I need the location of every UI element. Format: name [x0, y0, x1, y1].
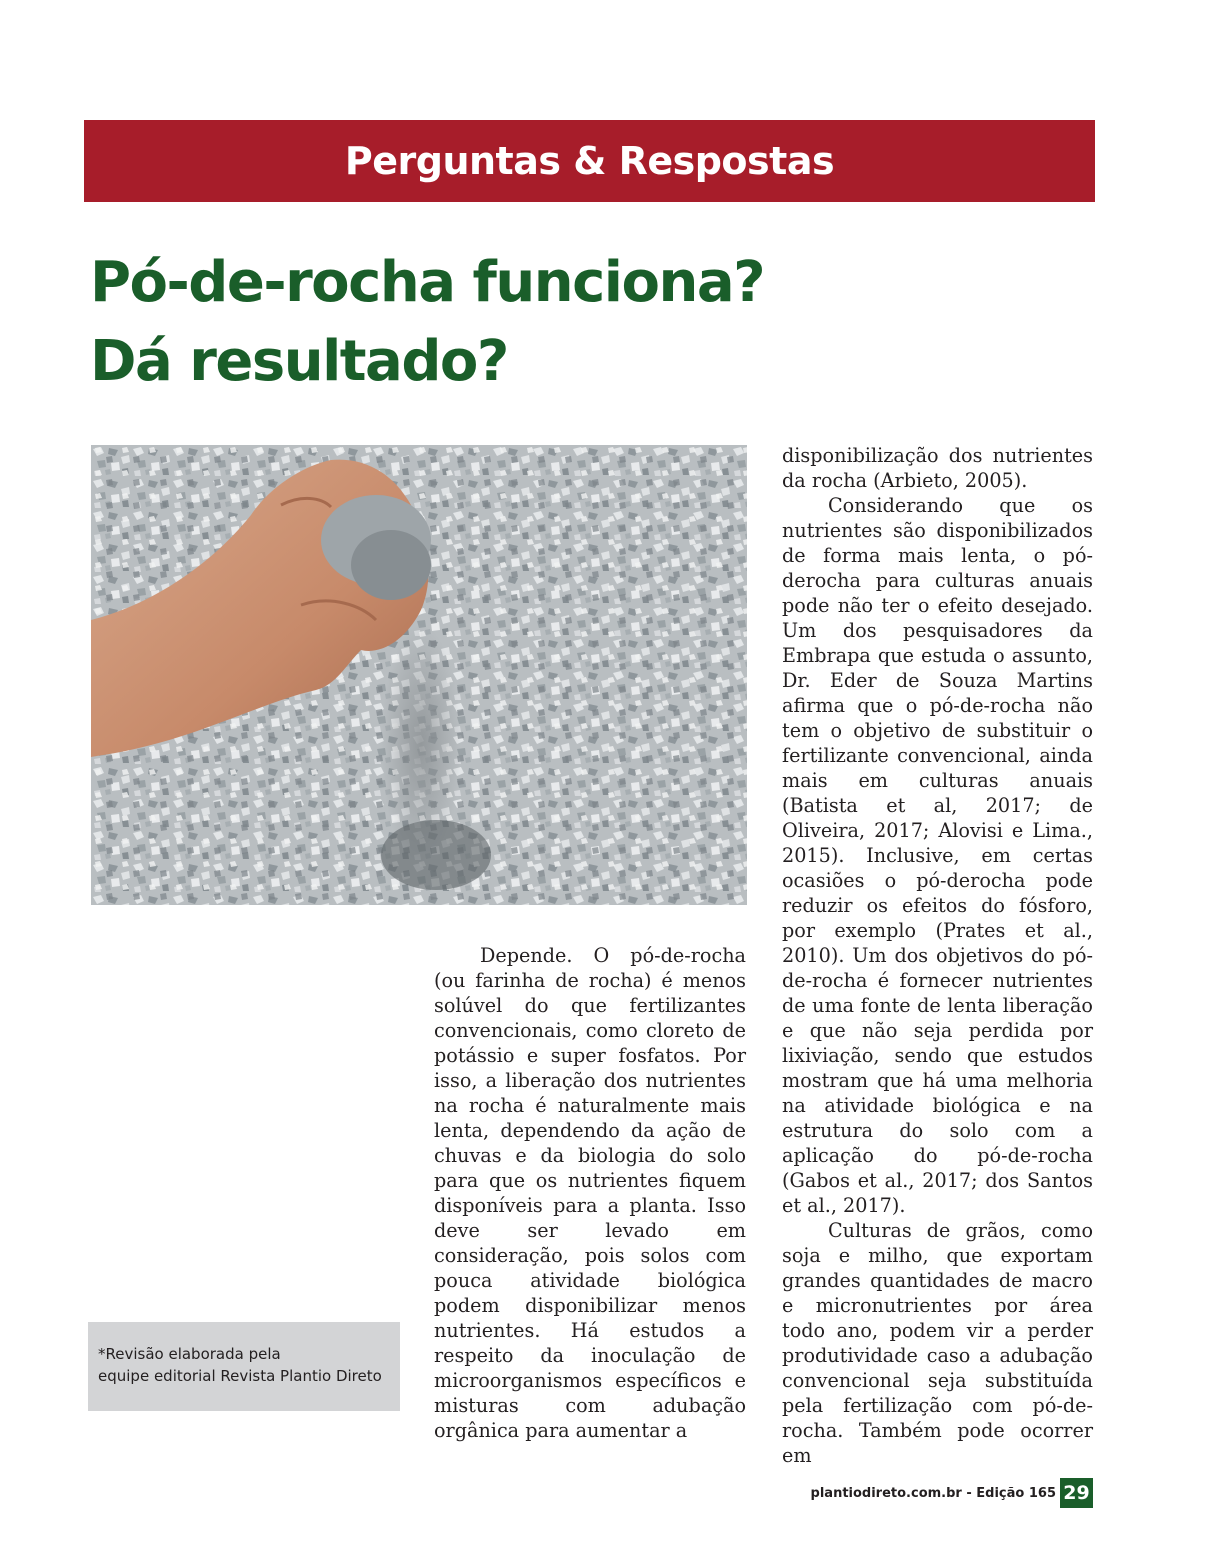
paragraph: disponibilização dos nutrientes da rocha (Arbieto, 2005). [782, 444, 1093, 492]
paragraph: Culturas de grãos, como soja e milho, que exportam grandes quantidades de macro e micronutrientes por área todo ano, podem vir a perder produtividade caso a adubação convencional seja substituída pela fertilização com pó-de-rocha. Também pode ocorrer em [782, 1219, 1093, 1467]
article-column-middle [434, 943, 746, 1443]
revision-note [88, 1322, 400, 1411]
footer-credit: plantiodireto.com.br - Edição 165 [810, 1486, 1056, 1501]
photo-hand-pouring-rock-dust-icon [91, 445, 747, 905]
article-photo [91, 445, 747, 905]
paragraph: Considerando que os nutrientes são disponibilizados de forma mais lenta, o pó-derocha para culturas anuais pode não ter o efeito desejado. Um dos pesquisadores da Embrapa que estuda o assunto, Dr. Eder de Souza Martins afirma que o pó-de-rocha não tem o objetivo de substituir o fertilizante convencional, ainda mais em culturas anuais (Batista et al, 2017; de Oliveira, 2017; Alovisi e Lima., 2015). Inclusive, em certas ocasiões o pó-derocha pode reduzir os efeitos do fósforo, por exemplo (Prates et al., 2010). Um dos objetivos do pó-de-rocha é fornecer nutrientes de uma fonte de lenta liberação e que não seja perdida por lixiviação, sendo que estudos mostram que há uma melhoria na atividade biológica e na estrutura do solo com a aplicação do pó-de-rocha (Gabos et al., 2017; dos Santos et al., 2017). [782, 494, 1093, 1217]
title-line-2: Dá resultado? [90, 329, 508, 394]
paragraph: Depende. O pó-de-rocha (ou farinha de rocha) é menos solúvel do que fertilizantes convencionais, como cloreto de potássio e super fosfatos. Por isso, a liberação dos nutrientes na rocha é naturalmente mais lenta, dependendo da ação de chuvas e da biologia do solo para que os nutrientes fiquem disponíveis para a planta. Isso deve ser levado em consideração, pois solos com pouca atividade biológica podem disponibilizar menos nutrientes. Há estudos a respeito da inoculação de microorganismos específicos e misturas com adubação orgânica para aumentar a [434, 944, 746, 1442]
note-line-2: equipe editorial Revista Plantio Direto [98, 1367, 382, 1385]
section-banner: Perguntas & Respostas [84, 120, 1095, 202]
title-line-1: Pó-de-rocha funciona? [90, 250, 765, 315]
page-number: 29 [1060, 1478, 1093, 1508]
article-title [90, 243, 850, 401]
note-line-1: *Revisão elaborada pela [98, 1345, 281, 1363]
article-column-right [782, 443, 1093, 1468]
